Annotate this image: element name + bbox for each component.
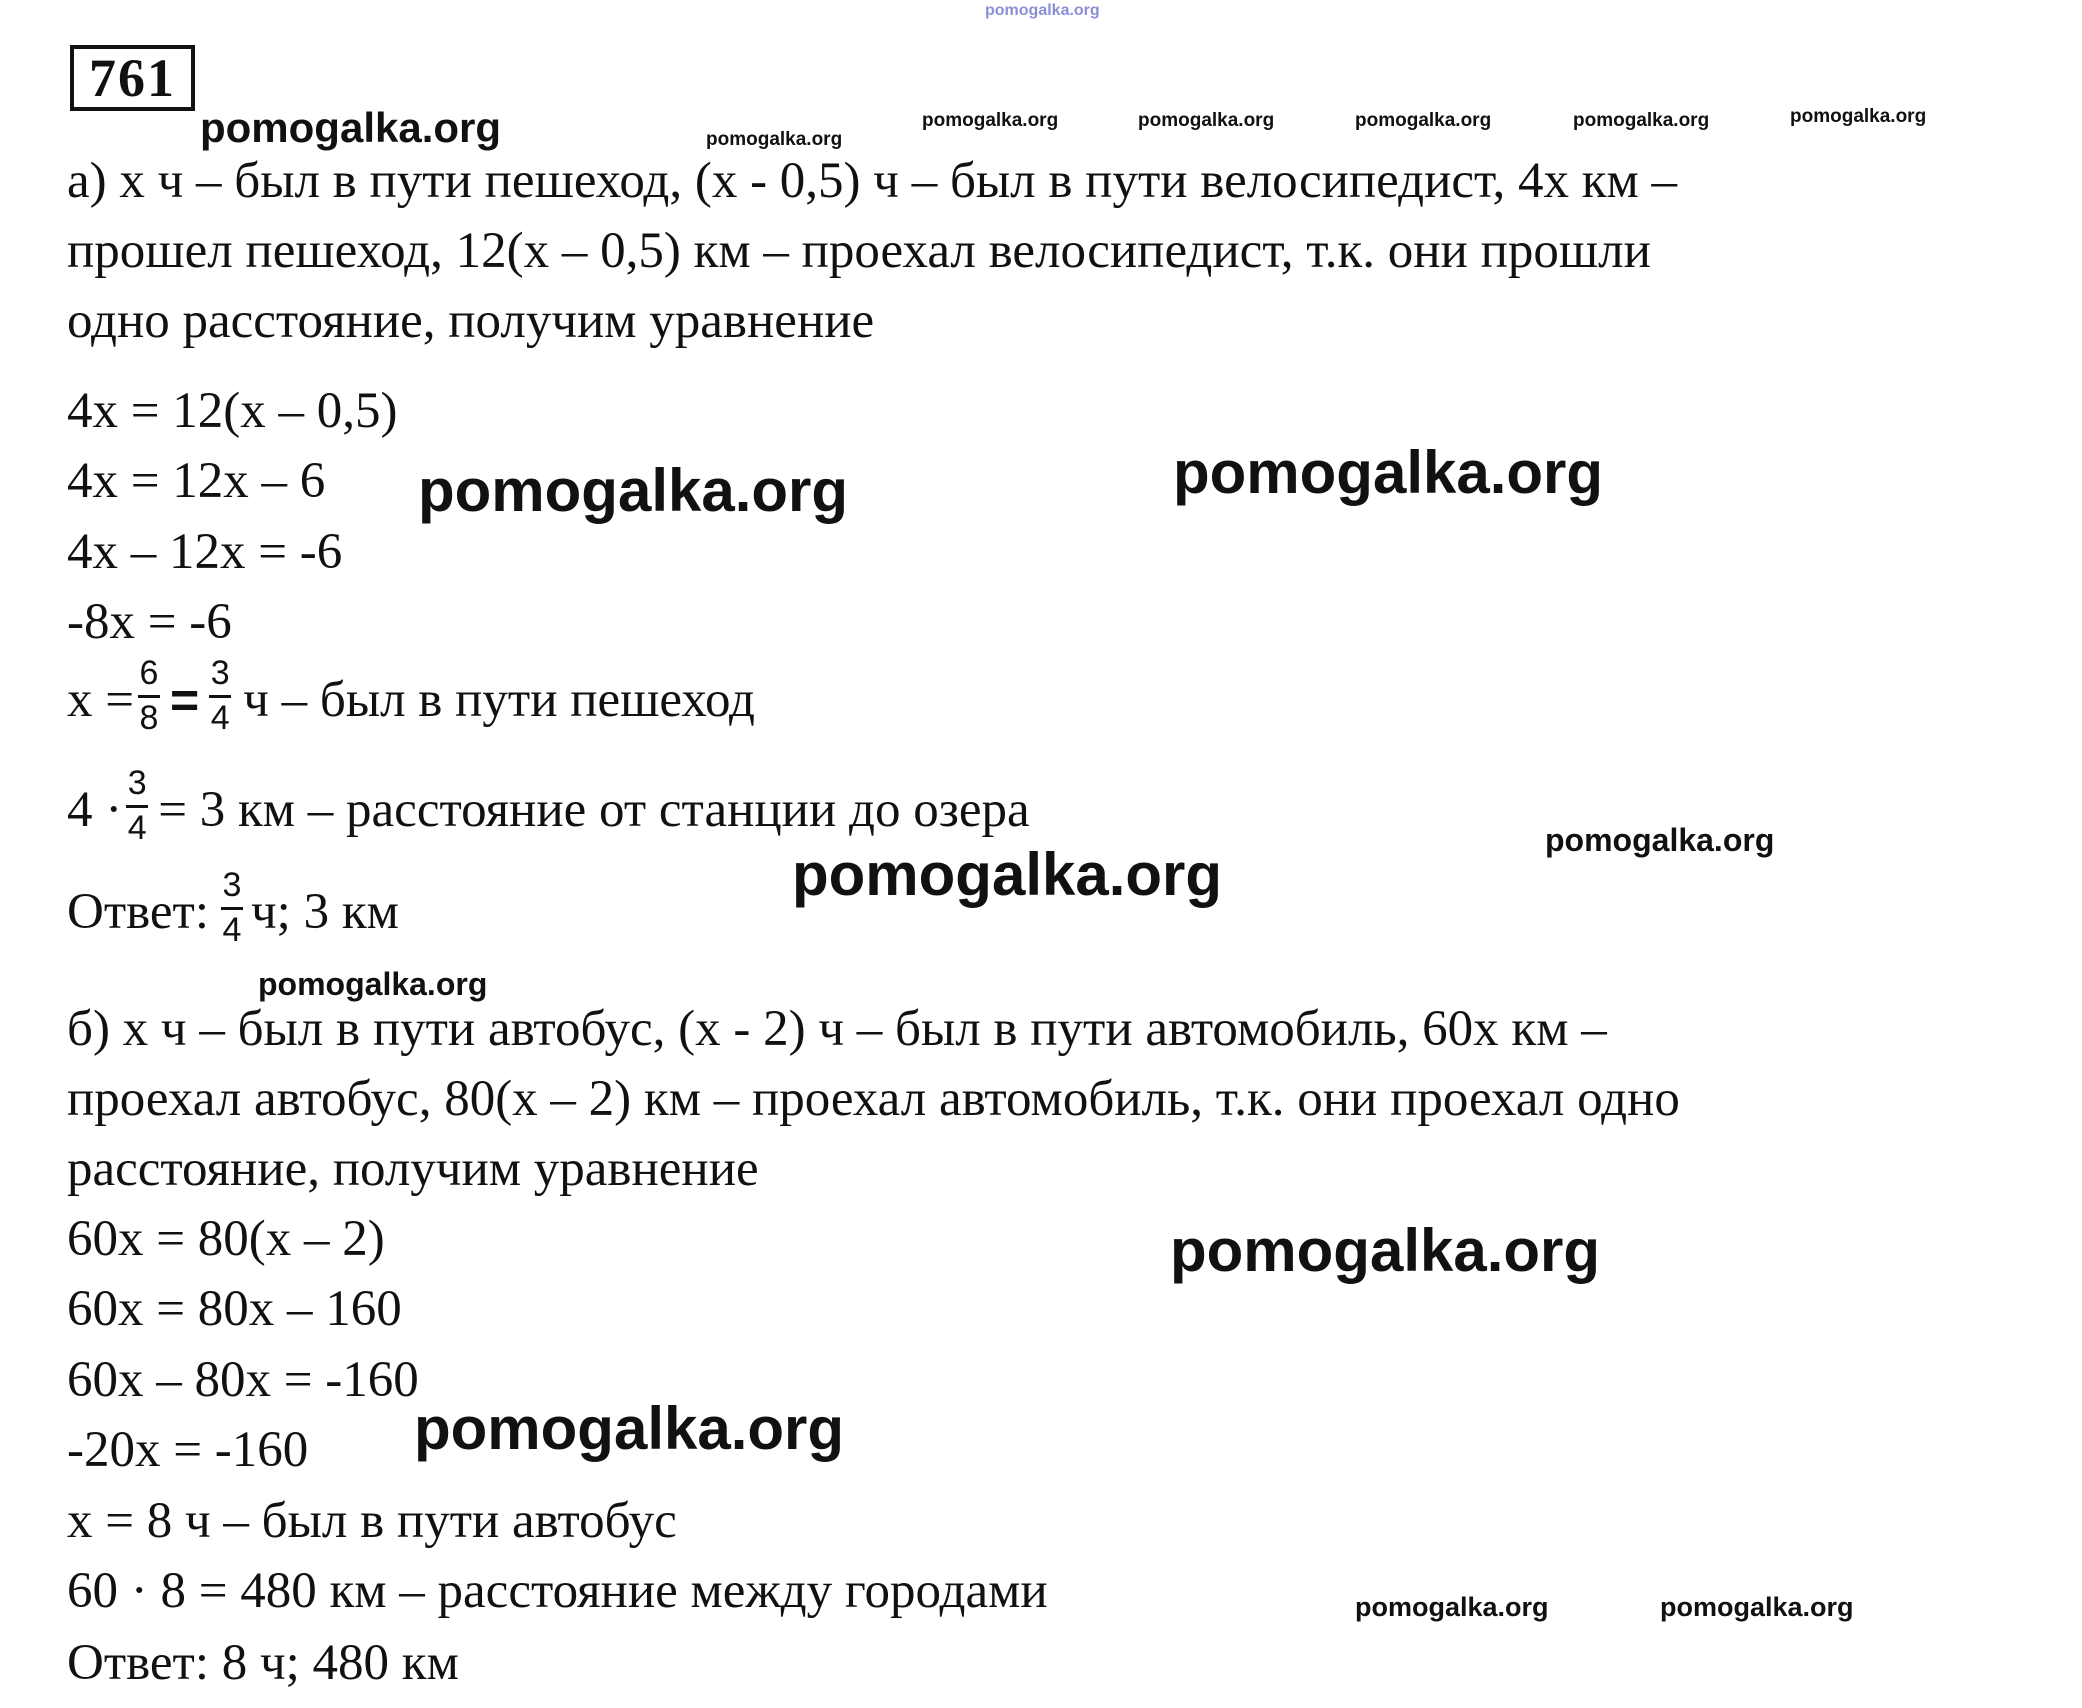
watermark: pomogalka.org [1545, 822, 1775, 858]
equals-sign: = [170, 672, 200, 729]
part-a-equation-1: 4х = 12(х – 0,5) [67, 383, 398, 439]
part-a-intro-line-2: прошел пешеход, 12(х – 0,5) км – проехал велосипедист, т.к. они прошли [67, 223, 1651, 279]
part-a-answer [67, 866, 399, 952]
fraction-denominator: 4 [210, 698, 230, 737]
problem-number: 761 [70, 45, 195, 111]
part-b-intro-line-2: проехал автобус, 80(х – 2) км – проехал автомобиль, т.к. они проехал одно [67, 1071, 1680, 1127]
answer-value: ч; 3 км [251, 883, 399, 940]
watermark: pomogalka.org [414, 1395, 845, 1462]
part-a-x-line [67, 654, 755, 740]
watermark: pomogalka.org [1573, 110, 1710, 131]
fraction-numerator: 6 [139, 654, 159, 692]
part-b-equation-1: 60х = 80(х – 2) [67, 1211, 385, 1267]
fraction-3-4 [209, 656, 231, 736]
part-b-equation-4: -20х = -160 [67, 1422, 309, 1478]
x-line-prefix: х = [67, 671, 135, 728]
part-b-distance-line: 60 · 8 = 480 км – расстояние между городами [67, 1563, 1048, 1619]
watermark: pomogalka.org [1355, 1592, 1549, 1622]
watermark: pomogalka.org [1660, 1592, 1854, 1622]
part-b-equation-2: 60х = 80х – 160 [67, 1281, 402, 1337]
watermark-top: pomogalka.org [985, 2, 1100, 19]
distance-suffix: = 3 км – расстояние от станции до озера [158, 781, 1030, 838]
fraction-6-8 [138, 656, 160, 736]
watermark: pomogalka.org [418, 457, 849, 524]
x-line-suffix: ч – был в пути пешеход [243, 671, 755, 728]
watermark: pomogalka.org [792, 841, 1223, 908]
distance-prefix: 4 · [67, 781, 123, 838]
fraction-numerator: 3 [127, 764, 147, 802]
part-b-equation-3: 60х – 80х = -160 [67, 1352, 419, 1408]
part-b-intro-line-3: расстояние, получим уравнение [67, 1141, 759, 1197]
part-a-intro-line-3: одно расстояние, получим уравнение [67, 293, 875, 349]
part-a-equation-3: 4х – 12х = -6 [67, 524, 343, 580]
watermark: pomogalka.org [1138, 110, 1275, 131]
fraction-numerator: 3 [222, 866, 242, 904]
fraction-denominator: 8 [139, 698, 159, 737]
watermark: pomogalka.org [1355, 110, 1492, 131]
fraction-denominator: 4 [127, 808, 147, 847]
watermark: pomogalka.org [1170, 1217, 1601, 1284]
fraction-numerator: 3 [210, 654, 230, 692]
part-b-x-line: х = 8 ч – был в пути автобус [67, 1493, 677, 1549]
watermark: pomogalka.org [200, 104, 502, 151]
part-a-distance-line [67, 764, 1030, 850]
watermark: pomogalka.org [1173, 439, 1604, 506]
answer-label: Ответ: [67, 883, 209, 940]
watermark: pomogalka.org [258, 966, 488, 1002]
watermark: pomogalka.org [922, 110, 1059, 131]
watermark: pomogalka.org [1790, 106, 1927, 127]
part-a-equation-2: 4х = 12х – 6 [67, 453, 326, 509]
fraction-denominator: 4 [222, 910, 242, 949]
part-a-equation-4: -8х = -6 [67, 594, 232, 650]
part-b-intro-line-1: б) х ч – был в пути автобус, (х - 2) ч – был в пути автомобиль, 60х км – [67, 1001, 1607, 1057]
watermark: pomogalka.org [706, 129, 843, 150]
part-a-intro-line-1: а) х ч – был в пути пешеход, (х - 0,5) ч – был в пути велосипедист, 4х км – [67, 153, 1678, 209]
part-b-answer: Ответ: 8 ч; 480 км [67, 1635, 459, 1691]
fraction-3-4 [221, 868, 243, 948]
fraction-3-4 [126, 766, 148, 846]
